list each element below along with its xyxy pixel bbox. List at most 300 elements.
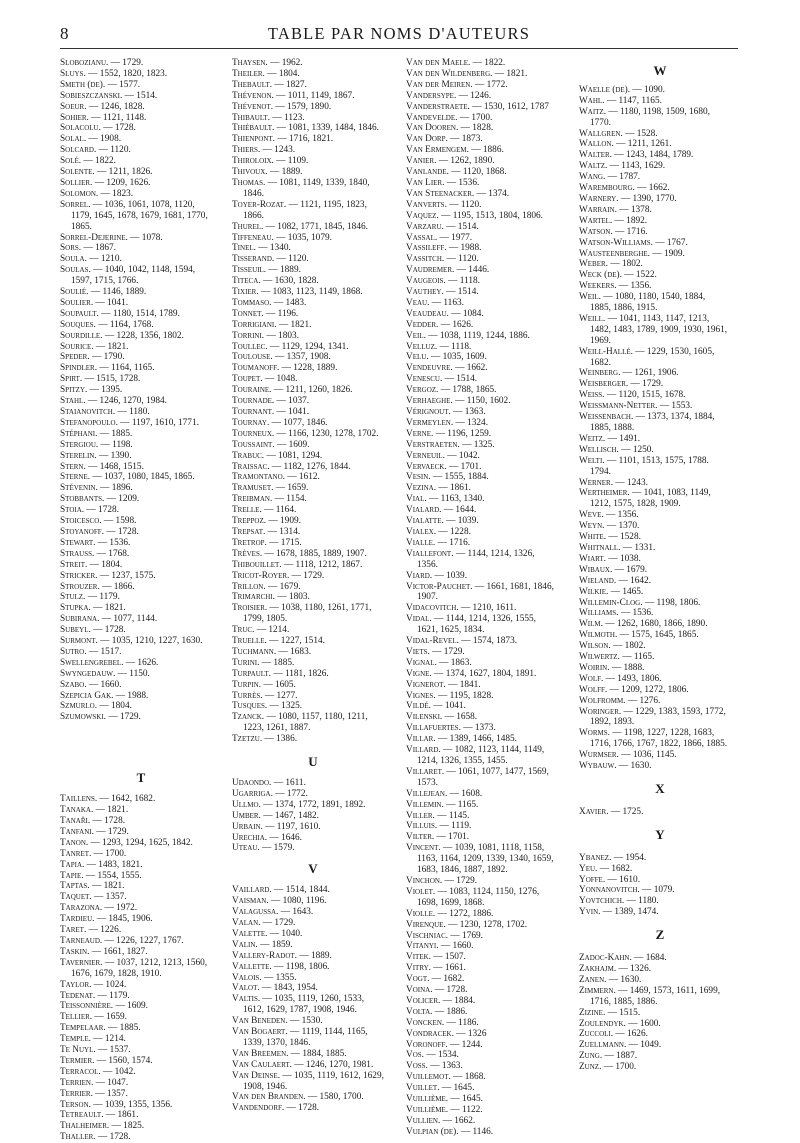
- author-name: Zoulendyk.: [579, 1018, 626, 1029]
- index-entry: [406, 712, 568, 723]
- page-refs: — 1118.: [437, 341, 472, 352]
- author-name: Zizine.: [579, 1007, 606, 1018]
- index-entry: [232, 734, 394, 745]
- page-refs: — 1514.: [443, 287, 479, 298]
- author-name: Vogt.: [406, 974, 430, 985]
- page-refs: — 1660.: [438, 941, 474, 952]
- page-refs: — 1626.: [438, 319, 474, 330]
- page-refs: — 1729.: [442, 875, 478, 886]
- index-entry: [60, 549, 222, 560]
- author-name: Volta.: [406, 1006, 433, 1017]
- author-name: Vial.: [406, 494, 427, 505]
- index-entry: [579, 205, 741, 216]
- author-name: Tusques.: [232, 701, 268, 712]
- index-entry: [232, 1103, 394, 1114]
- page-refs: — 1579.: [259, 843, 295, 854]
- index-entry: [406, 1094, 568, 1105]
- index-entry: [406, 669, 568, 680]
- page-refs: — 1040, 1042, 1148, 1594, 1597, 1715, 1766.: [71, 265, 196, 287]
- author-name: Tetreault.: [60, 1110, 104, 1121]
- page-refs: — 1038, 1119, 1244, 1886.: [425, 330, 530, 341]
- author-name: Velu.: [406, 352, 429, 363]
- author-name: Vaquez.: [406, 210, 439, 221]
- index-entry: [60, 494, 222, 505]
- page-refs: — 1988.: [113, 690, 149, 701]
- author-name: Warembourg.: [579, 183, 635, 194]
- author-name: Wellisch.: [579, 444, 619, 455]
- page-refs: — 1120.: [96, 145, 131, 156]
- author-name: Viallefont.: [406, 548, 454, 559]
- index-entry: [406, 189, 568, 200]
- index-entry: [232, 102, 394, 113]
- index-entry: [60, 451, 222, 462]
- index-entry: [60, 429, 222, 440]
- index-entry: [60, 102, 222, 113]
- page-refs: — 1662.: [634, 183, 670, 194]
- author-name: Treppoz.: [232, 516, 267, 527]
- index-entry: [579, 864, 741, 875]
- page-refs: — 1843, 1954.: [259, 983, 318, 994]
- author-name: Yonnanovitch.: [579, 885, 640, 896]
- page-refs: — 1078.: [127, 232, 163, 243]
- author-name: Viard.: [406, 570, 433, 581]
- author-name: Solal.: [60, 134, 87, 145]
- index-entry: [60, 396, 222, 407]
- index-entry: [60, 625, 222, 636]
- index-entry: [60, 1110, 222, 1121]
- author-name: Tempelaar.: [60, 1023, 106, 1034]
- page-refs: — 1643.: [278, 907, 314, 918]
- page-header: [60, 24, 738, 46]
- spacer: [579, 941, 741, 953]
- author-name: Vuillième.: [406, 1105, 449, 1115]
- index-entry: [60, 418, 222, 429]
- index-entry: [406, 385, 568, 396]
- author-name: Termier.: [60, 1055, 95, 1066]
- index-entry: [406, 352, 568, 363]
- author-name: Veil.: [406, 330, 426, 341]
- page-refs: — 1229, 1530, 1605, 1682.: [590, 346, 715, 368]
- page-refs: — 1120, 1515, 1678.: [604, 390, 686, 401]
- index-entry: [232, 929, 394, 940]
- author-name: Swellengrebel.: [60, 657, 124, 668]
- index-entry: [232, 907, 394, 918]
- author-name: Zimmern.: [579, 985, 616, 996]
- author-name: Spirt.: [60, 374, 83, 385]
- index-entry: [579, 565, 741, 576]
- author-name: Taylor.: [60, 979, 92, 990]
- index-entry: [60, 80, 222, 91]
- page-refs: — 1357.: [92, 1088, 128, 1099]
- author-name: Souques.: [60, 319, 96, 330]
- page-refs: — 1728.: [284, 1103, 320, 1114]
- page-refs: — 1859.: [257, 939, 293, 950]
- index-entry: [232, 254, 394, 265]
- page-refs: — 1575, 1645, 1865.: [617, 630, 699, 641]
- author-name: Victor-Pauchet.: [406, 581, 473, 592]
- index-entry: [232, 527, 394, 538]
- index-entry: [232, 91, 394, 102]
- page-refs: — 1211, 1826.: [94, 167, 153, 178]
- author-name: Thévenon.: [232, 90, 274, 101]
- author-name: Strouzer.: [60, 581, 100, 592]
- index-entry: [406, 527, 568, 538]
- index-entry: [60, 1100, 222, 1111]
- author-name: Tricot-Royer.: [232, 570, 290, 581]
- page-refs: — 1229, 1383, 1593, 1772, 1892, 1893.: [590, 706, 726, 728]
- page-refs: — 1164, 1768.: [95, 319, 154, 330]
- page-refs: — 1679.: [612, 564, 648, 575]
- page-refs: — 1885.: [97, 428, 133, 439]
- author-name: Sutro.: [60, 646, 87, 657]
- page-refs: — 1120.: [444, 254, 479, 265]
- index-entry: [232, 1092, 394, 1103]
- index-entry: [60, 1121, 222, 1132]
- author-name: Thaysen.: [232, 58, 268, 68]
- author-name: Zunz.: [579, 1062, 602, 1073]
- author-name: Van den Branden.: [232, 1092, 306, 1103]
- index-entry: [232, 123, 394, 134]
- author-name: Vermeylen.: [406, 417, 454, 428]
- index-entry: [60, 265, 222, 287]
- author-name: Wertheimer.: [579, 488, 630, 499]
- index-entry: [60, 527, 222, 538]
- author-name: Trepsat.: [232, 526, 266, 537]
- index-entry: [579, 896, 741, 907]
- index-entry: [60, 472, 222, 483]
- author-name: Thomas.: [232, 177, 266, 188]
- author-name: Vinchon.: [406, 875, 443, 886]
- author-name: Szumowski.: [60, 712, 106, 723]
- index-entry: [60, 1012, 222, 1023]
- page-refs: — 1579, 1890.: [273, 101, 332, 112]
- index-entry: [60, 691, 222, 702]
- author-name: Weber.: [579, 259, 608, 270]
- page-refs: — 1390, 1770.: [618, 193, 677, 204]
- page-refs: — 1788, 1865.: [438, 385, 497, 396]
- spacer: [60, 784, 222, 794]
- author-name: Soeur.: [60, 101, 87, 112]
- page-refs: — 1553.: [657, 401, 693, 412]
- page-refs: — 1355.: [261, 972, 297, 983]
- page-refs: — 1154.: [272, 494, 307, 505]
- page-refs: — 1119.: [437, 821, 472, 832]
- page-refs: — 1395.: [87, 385, 123, 396]
- author-name: Vignes.: [406, 690, 436, 701]
- page-refs: — 1195, 1513, 1804, 1806.: [438, 210, 544, 221]
- author-name: Van Ermengem.: [406, 145, 469, 156]
- index-entry: [579, 875, 741, 886]
- author-name: Zanen.: [579, 974, 607, 985]
- index-entry: [406, 113, 568, 124]
- index-entry: [406, 1083, 568, 1094]
- index-column-1: [60, 58, 222, 1143]
- page-refs: — 1887.: [602, 1051, 638, 1062]
- index-entry: [232, 200, 394, 222]
- page-refs: — 1243.: [613, 477, 648, 488]
- author-name: Stahl.: [60, 396, 86, 407]
- page-refs: — 1626.: [613, 1029, 648, 1040]
- index-entry: [60, 582, 222, 593]
- index-entry: [579, 249, 741, 260]
- page-refs: — 1646.: [267, 832, 302, 843]
- page-refs: — 1378.: [616, 204, 652, 215]
- author-name: Sourdille.: [60, 330, 103, 341]
- index-entry: [579, 696, 741, 707]
- page-refs: — 1214.: [90, 1034, 126, 1045]
- author-name: Tiffeneau.: [232, 232, 274, 243]
- index-entry: [60, 156, 222, 167]
- page-refs: — 1082, 1771, 1845, 1846.: [263, 221, 368, 232]
- page-refs: — 1164, 1165.: [97, 363, 155, 374]
- index-entry: [579, 1029, 741, 1040]
- index-entry: [232, 560, 394, 571]
- page-refs: — 1790.: [89, 352, 125, 363]
- page-refs: — 1886.: [468, 145, 504, 156]
- page-refs: — 1889.: [297, 950, 332, 961]
- page-refs: — 1246, 1270, 1984.: [85, 396, 167, 407]
- page-refs: — 1821.: [93, 805, 129, 816]
- author-name: Toumanoff.: [232, 363, 280, 374]
- author-name: Tedenat.: [60, 990, 96, 1001]
- index-entry: [406, 952, 568, 963]
- author-name: Van Lier.: [406, 177, 445, 188]
- page-refs: — 1537.: [95, 1045, 131, 1056]
- page-refs: — 1630.: [606, 974, 642, 985]
- page-refs: — 1246.: [456, 90, 492, 101]
- index-entry: [579, 964, 741, 975]
- index-entry: [60, 1067, 222, 1078]
- page-refs: — 1802.: [608, 259, 643, 270]
- index-entry: [60, 113, 222, 124]
- index-column-3: [406, 58, 568, 1138]
- page-refs: — 1038, 1180, 1261, 1771, 1799, 1805.: [243, 603, 372, 625]
- author-name: Solcard.: [60, 145, 97, 156]
- index-entry: [60, 462, 222, 473]
- index-entry: [60, 505, 222, 516]
- page-refs: — 1611.: [271, 778, 306, 788]
- page-refs: — 1661.: [430, 963, 466, 974]
- index-entry: [406, 265, 568, 276]
- index-entry: [579, 554, 741, 565]
- author-name: Weinberg.: [579, 368, 621, 379]
- author-name: Sluys.: [60, 68, 86, 79]
- author-name: Tournay.: [232, 417, 270, 428]
- author-name: Vedder.: [406, 319, 439, 330]
- author-name: Wieland.: [579, 575, 617, 586]
- author-name: Ugarriga.: [232, 788, 273, 799]
- author-name: Subirana.: [60, 614, 100, 625]
- author-name: Voncken.: [406, 1017, 445, 1028]
- page-refs: — 1080, 1196.: [268, 896, 327, 907]
- index-entry: [406, 342, 568, 353]
- page-refs: — 1243.: [260, 145, 296, 156]
- page-refs: — 1180, 1198, 1509, 1680, 1770.: [590, 106, 710, 128]
- author-name: Valagussa.: [232, 907, 279, 918]
- page-refs: — 1954.: [611, 852, 647, 863]
- index-entry: [406, 287, 568, 298]
- author-name: Ullmo.: [232, 799, 261, 810]
- index-entry: [579, 1008, 741, 1019]
- page-refs: — 1118, 1212, 1867.: [281, 559, 363, 570]
- author-name: Tisserand.: [232, 254, 275, 265]
- index-entry: [60, 145, 222, 156]
- author-name: White.: [579, 532, 607, 543]
- index-entry: [60, 440, 222, 451]
- index-entry: [406, 887, 568, 909]
- author-name: Vialatte.: [406, 516, 444, 527]
- index-entry: [579, 885, 741, 896]
- author-name: Vaudremer.: [406, 265, 455, 276]
- index-entry: [60, 385, 222, 396]
- index-entry: [406, 145, 568, 156]
- author-name: Toupet.: [232, 374, 263, 385]
- page-refs: — 1331.: [620, 542, 656, 553]
- index-entry: [232, 342, 394, 353]
- index-entry: [406, 734, 568, 745]
- author-name: Zung.: [579, 1051, 603, 1062]
- index-entry: [232, 603, 394, 625]
- page-refs: — 1552, 1820, 1823.: [85, 68, 168, 79]
- index-entry: [406, 320, 568, 331]
- author-name: Tardieu.: [60, 914, 95, 925]
- author-name: Tuchmann.: [232, 646, 277, 657]
- page-refs: — 1866.: [99, 581, 135, 592]
- section-letter: X: [655, 781, 665, 796]
- index-entry: [232, 385, 394, 396]
- page-refs: — 1373, 1374, 1884, 1885, 1888.: [590, 412, 715, 433]
- page-refs: — 1885.: [105, 1023, 141, 1034]
- author-name: Solomon.: [60, 188, 99, 199]
- page-refs: — 1228, 1356, 1802.: [102, 330, 184, 341]
- index-entry: [60, 254, 222, 265]
- index-entry: [406, 123, 568, 134]
- index-entry: [406, 963, 568, 974]
- page-refs: — 1389, 1474.: [600, 907, 659, 918]
- author-name: Wilson.: [579, 641, 611, 652]
- index-entry: [406, 832, 568, 843]
- author-name: Voss.: [406, 1061, 428, 1072]
- index-column-4: [579, 58, 741, 1073]
- author-name: Vullien.: [406, 1115, 441, 1126]
- section-letter: W: [653, 63, 667, 78]
- page-refs: — 1037.: [274, 396, 310, 407]
- author-name: Vilenski.: [406, 712, 443, 723]
- page-refs: — 1822.: [81, 156, 116, 167]
- author-name: Vanlande.: [406, 167, 449, 178]
- page-refs: — 1683.: [276, 646, 312, 657]
- page-refs: — 1536.: [95, 537, 131, 548]
- index-entry: [406, 843, 568, 876]
- page-refs: — 1873.: [447, 134, 483, 145]
- author-name: Trelle.: [232, 505, 262, 516]
- index-entry: [579, 761, 741, 772]
- page-refs: — 1326.: [616, 963, 652, 974]
- author-name: Weisberger.: [579, 379, 629, 390]
- index-entry: [579, 194, 741, 205]
- author-name: Weck (de).: [579, 270, 622, 281]
- page-refs: — 1120.: [274, 254, 309, 265]
- index-entry: [406, 811, 568, 822]
- index-entry: [232, 994, 394, 1016]
- page-refs: — 1645.: [448, 1094, 483, 1105]
- page-refs: — 1802.: [610, 641, 646, 652]
- section-letter: U: [308, 754, 318, 770]
- page-refs: — 1728.: [432, 985, 468, 996]
- author-name: Vondracek.: [406, 1028, 454, 1039]
- author-name: Subeyl.: [60, 625, 91, 636]
- index-entry: [60, 123, 222, 134]
- author-name: Villafuertes.: [406, 723, 461, 734]
- author-name: Valan.: [232, 917, 261, 928]
- index-entry: [579, 390, 741, 401]
- page-refs: — 1841.: [445, 679, 481, 690]
- author-name: Tapie.: [60, 870, 84, 881]
- author-name: Tonnet.: [232, 308, 264, 319]
- page-refs: — 1514.: [122, 90, 158, 101]
- author-name: Walter.: [579, 150, 613, 161]
- index-entry: [60, 309, 222, 320]
- page-refs: — 1164.: [261, 505, 297, 516]
- index-entry: [579, 347, 741, 369]
- index-entry: [60, 1034, 222, 1045]
- author-name: Tournant.: [232, 407, 275, 417]
- page-refs: — 1081, 1294.: [264, 450, 323, 461]
- author-name: Welti.: [579, 455, 605, 466]
- author-name: Toullec.: [232, 341, 268, 352]
- author-name: Viller.: [406, 810, 435, 821]
- page-refs: — 1039, 1355, 1356.: [90, 1099, 173, 1110]
- page-refs: — 1039, 1081, 1118, 1158, 1163, 1164, 1209, 1339, 1340, 1659, 1683, 1846, 1887, 1892.: [417, 843, 554, 876]
- author-name: Vischniac.: [406, 930, 449, 941]
- author-name: Watson.: [579, 226, 613, 237]
- index-entry: [232, 298, 394, 309]
- author-name: Tanon.: [60, 837, 89, 848]
- author-name: Weekers.: [579, 281, 617, 292]
- page-refs: — 1047.: [93, 1077, 129, 1088]
- page-refs: — 1716.: [612, 226, 648, 237]
- index-entry: [579, 139, 741, 150]
- page-refs: — 1645.: [439, 1083, 475, 1094]
- page-refs: — 1610.: [605, 874, 641, 885]
- page-refs: — 1827.: [272, 79, 307, 90]
- page-refs: — 1768.: [94, 548, 130, 559]
- page-refs: — 1035, 1079.: [273, 232, 332, 243]
- author-name: Vandersype.: [406, 90, 457, 101]
- index-entry: [406, 200, 568, 211]
- index-entry: [60, 914, 222, 925]
- page-refs: — 1198, 1227, 1228, 1683, 1716, 1766, 1767, 1822, 1866, 1885.: [590, 728, 728, 750]
- author-name: Trillon.: [232, 581, 266, 592]
- author-name: Tramontano.: [232, 472, 285, 483]
- index-entry: [60, 1023, 222, 1034]
- author-name: Truelle.: [232, 636, 267, 647]
- index-entry: [232, 680, 394, 691]
- author-name: Van Caulaert.: [232, 1059, 292, 1070]
- index-entry: [406, 1050, 568, 1061]
- author-name: Vignal.: [406, 657, 437, 668]
- index-entry: [232, 156, 394, 167]
- page-refs: — 1036, 1061, 1078, 1120, 1179, 1645, 1678, 1679, 1681, 1770, 1865.: [71, 199, 208, 232]
- author-name: Thivoux.: [232, 167, 268, 178]
- index-entry: [60, 701, 222, 712]
- author-name: Weitz.: [579, 433, 606, 444]
- index-entry: [232, 625, 394, 636]
- author-name: Wilwertz.: [579, 652, 620, 663]
- page-refs: — 1150.: [115, 668, 150, 679]
- page-refs: — 1035, 1609.: [428, 352, 487, 363]
- page-refs: — 1491.: [605, 433, 641, 444]
